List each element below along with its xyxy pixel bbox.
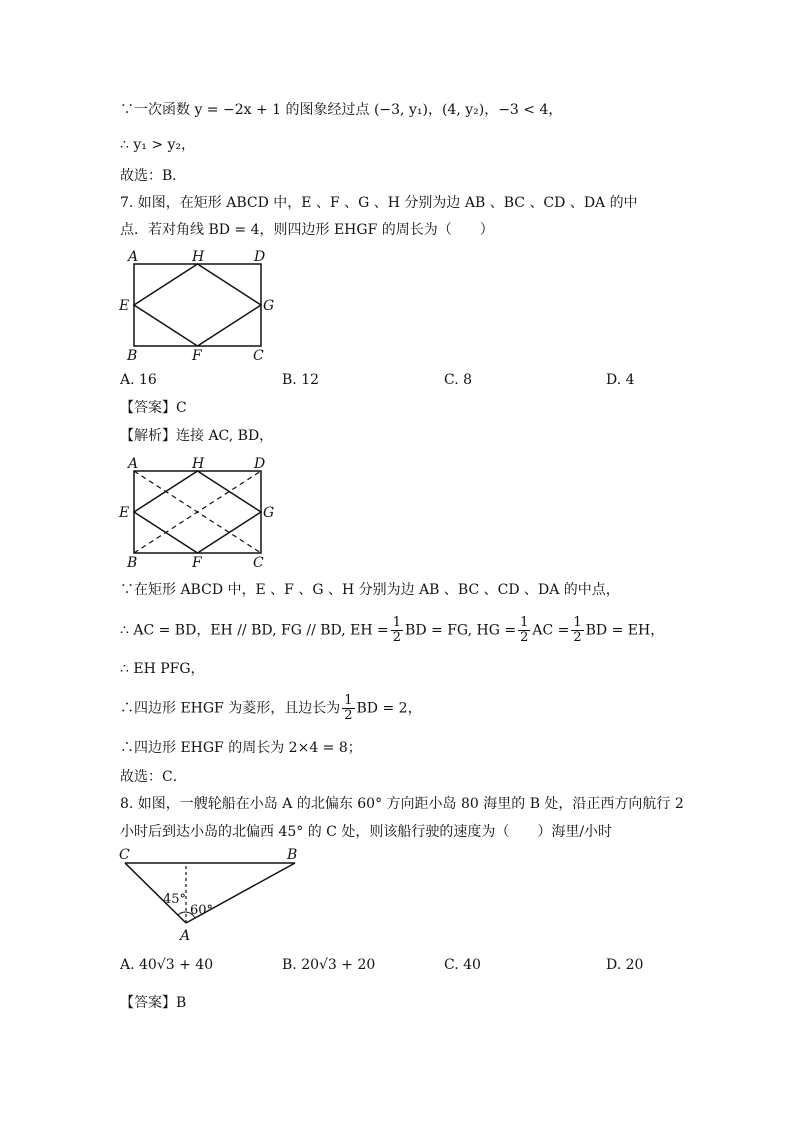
label-e: E [119,298,130,314]
s2-part-c: AC = [532,622,570,639]
s2-part-d: BD = EH， [585,622,665,639]
label-c: C [253,348,264,364]
q8-bearing-figure [115,845,315,945]
q8-option-a: A. 40√3 + 40 [120,957,214,973]
q7-solution-line-1: ∵在矩形 ABCD 中，E 、F 、G 、H 分别为边 AB 、BC 、CD 、DA 的中点， [120,582,620,598]
q7-option-d: D. 4 [606,372,635,388]
q7-solution-line-3: ∴ EH PFG， [120,661,205,677]
fraction-half: $\frac{1}{2}$ [344,693,353,723]
q8-option-c: C. 40 [444,957,481,973]
q8-answer: 【答案】B [120,995,187,1011]
q7-option-b: B. 12 [282,372,320,388]
q7-analysis-figure [115,454,285,572]
label-g-2: G [263,505,275,521]
label-b-2: B [127,555,138,571]
angle-45-label: 45° [163,892,187,907]
q7-stem-line-2: 点．若对角线 BD = 4，则四边形 EHGF 的周长为（ ） [120,222,494,238]
q7-solution-line-4 [120,694,422,723]
prev-line-3: 故选：B． [120,168,187,184]
q7-answer: 【答案】C [120,400,187,416]
q8-option-d: D. 20 [606,957,644,973]
angle-60-label: 60° [190,903,214,918]
angle-arc-45 [178,912,186,915]
label-d-2: D [254,456,266,472]
s4-part-b: BD = 2， [356,700,422,717]
s4-part-a: ∴四边形 EHGF 为菱形，且边长为 [120,700,341,717]
q7-option-c: C. 8 [444,372,473,388]
label-a: A [128,249,139,265]
prev-line-2: ∴ y₁ > y₂， [120,137,196,153]
q7-solution-line-6: 故选：C． [120,769,187,785]
label-e-2: E [119,505,130,521]
label-a-2: A [128,456,139,472]
label-c-2: C [253,555,264,571]
label-a: A [180,928,191,944]
q7-solution-line-5: ∴四边形 EHGF 的周长为 2×4 = 8； [120,740,362,756]
label-c: C [119,847,130,863]
q7-option-a: A. 16 [120,372,157,388]
label-g: G [263,298,275,314]
label-f: F [192,348,202,364]
s2-part-a: ∴ AC = BD，EH // BD, FG // BD, EH = [120,622,389,639]
label-f-2: F [192,555,202,571]
q7-stem-line-1: 7. 如图，在矩形 ABCD 中，E 、F 、G 、H 分别为边 AB 、BC 、CD 、DA 的中 [120,195,638,211]
fraction-half: $\frac{1}{2}$ [392,615,402,645]
label-h-2: H [192,456,205,472]
label-h: H [192,249,205,265]
label-b: B [127,348,138,364]
q7-rectangle-figure [115,246,285,366]
q7-analysis-head: 【解析】连接 AC, BD， [120,428,274,444]
q8-option-b: B. 20√3 + 20 [282,957,376,973]
rectangle-abcd [134,264,261,346]
fraction-half: $\frac{1}{2}$ [573,615,582,645]
q7-solution-line-2 [120,616,664,645]
s2-part-b: BD = FG, HG = [405,622,517,639]
rhombus-ehgf [134,264,261,346]
label-d: D [254,249,266,265]
prev-line-1: ∵一次函数 y = −2x + 1 的图象经过点 (−3, y₁)，(4, y₂)，−3 < 4， [120,102,563,118]
q8-stem-line-1: 8. 如图，一艘轮船在小岛 A 的北偏东 60° 方向距小岛 80 海里的 B 处，沿正西方向航行 2 [120,796,684,812]
label-b: B [287,847,298,863]
fraction-half: $\frac{1}{2}$ [520,615,529,645]
q8-stem-line-2: 小时后到达小岛的北偏西 45° 的 C 处，则该船行驶的速度为（ ）海里/小时 [120,824,613,840]
